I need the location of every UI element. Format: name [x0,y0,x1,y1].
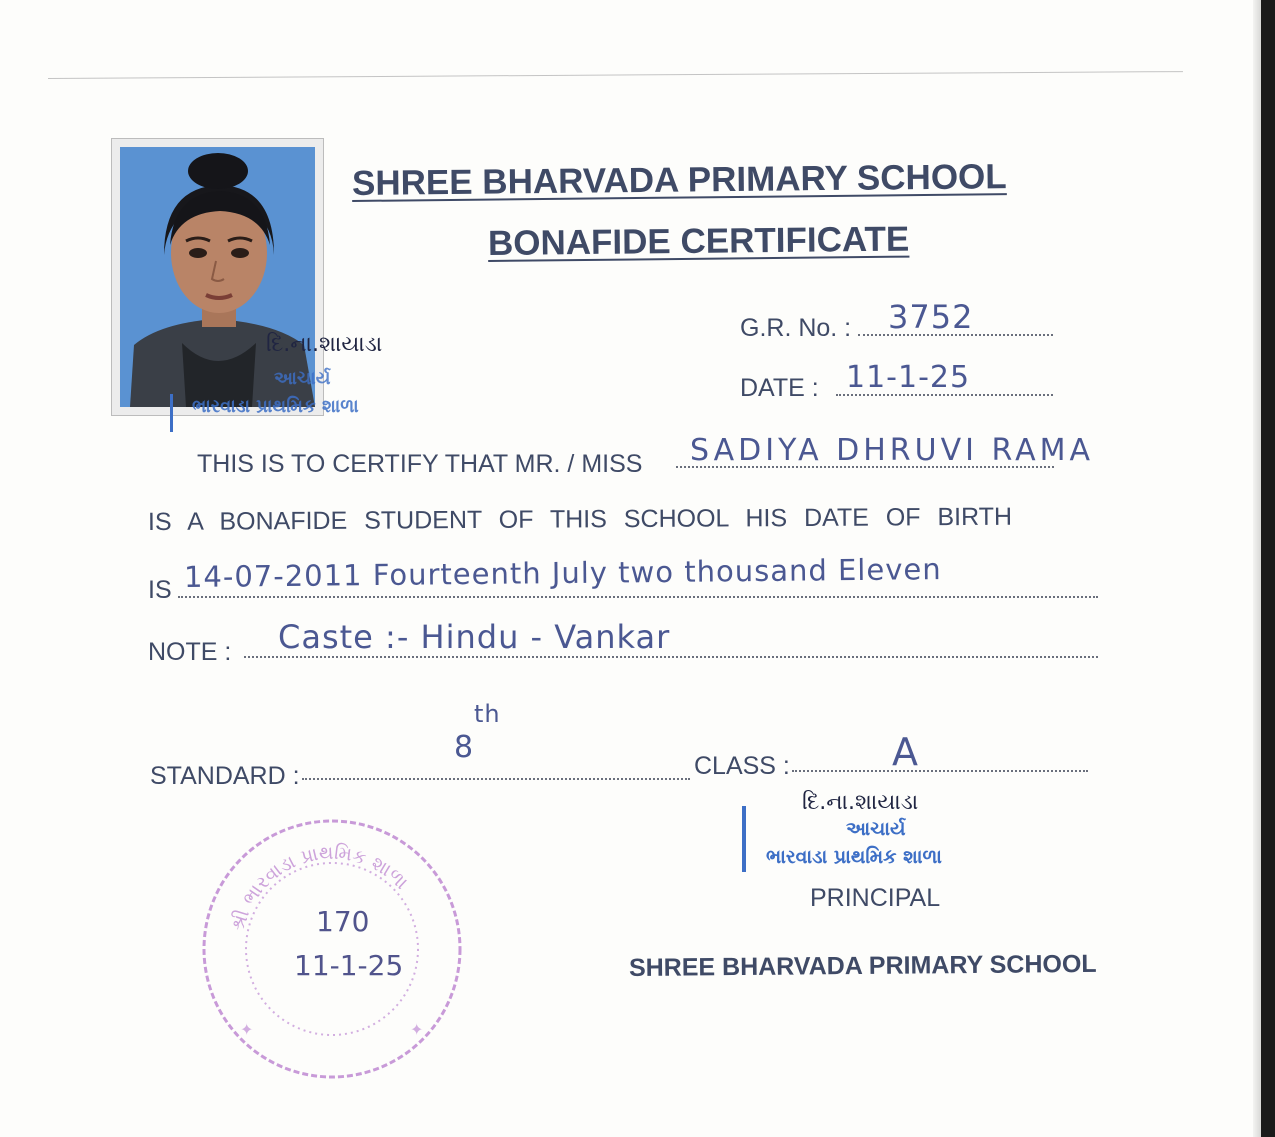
note-value: Caste :- Hindu - Vankar [278,618,671,656]
principal-stamp-title: આચાર્ય [846,818,906,840]
dob-is-label: IS [148,576,172,604]
principal-stamp-school: ભારવાડા પ્રાથમિક શાળા [766,846,942,868]
dob-value: 14-07-2011 Fourteenth July two thousand Eleven [183,552,942,594]
photo-stamp-bar [170,394,173,432]
bonafide-statement: IS A BONAFIDE STUDENT OF THIS SCHOOL HIS DATE OF BIRTH [147,502,1013,536]
standard-suffix: th [474,700,501,728]
gr-number-label: G.R. No. : [740,314,852,342]
photo-stamp-school: ભારવાડા પ્રાથમિક શાળા [192,396,359,417]
svg-text:✦: ✦ [240,1020,254,1039]
page-edge-shadow [1253,0,1261,1137]
school-footer-name: SHREE BHARVADA PRIMARY SCHOOL [628,949,1097,982]
student-name-value: SADIYA DHRUVI RAMA [690,433,1095,468]
certificate-title: BONAFIDE CERTIFICATE [487,219,910,263]
date-label: DATE : [740,374,819,402]
top-rule [48,71,1183,79]
standard-label: STANDARD : [150,762,300,790]
round-seal-number: 170 [316,905,370,938]
note-label: NOTE : [148,638,232,666]
school-round-seal [196,813,468,1085]
principal-stamp [742,790,1012,882]
class-line [792,770,1088,772]
gr-number-value: 3752 [888,298,974,336]
class-value: A [892,730,919,774]
dob-line [178,596,1098,598]
photo-stamp-title: આચાર્ય [274,368,331,389]
photo-stamp-signature: દિ.ના.શાયાડા [266,332,383,357]
standard-value: 8 [454,730,475,765]
round-seal-date: 11-1-25 [294,949,404,982]
school-name-heading: SHREE BHARVADA PRIMARY SCHOOL [351,157,1007,203]
principal-stamp-bar [742,806,746,872]
note-line [244,656,1098,658]
scanner-edge [1261,0,1275,1137]
svg-text:✦: ✦ [410,1020,424,1039]
principal-label: PRINCIPAL [810,884,941,912]
photo-attestation-stamp [192,328,432,428]
principal-signature: દિ.ના.શાયાડા [802,790,919,815]
round-seal-outer-text: શ્રી ભારવાડા પ્રાથમિક શાળા [226,841,413,934]
class-label: CLASS : [694,752,790,780]
certify-label: THIS IS TO CERTIFY THAT MR. / MISS [197,450,643,478]
date-value: 11-1-25 [846,360,971,395]
standard-line [302,778,690,780]
